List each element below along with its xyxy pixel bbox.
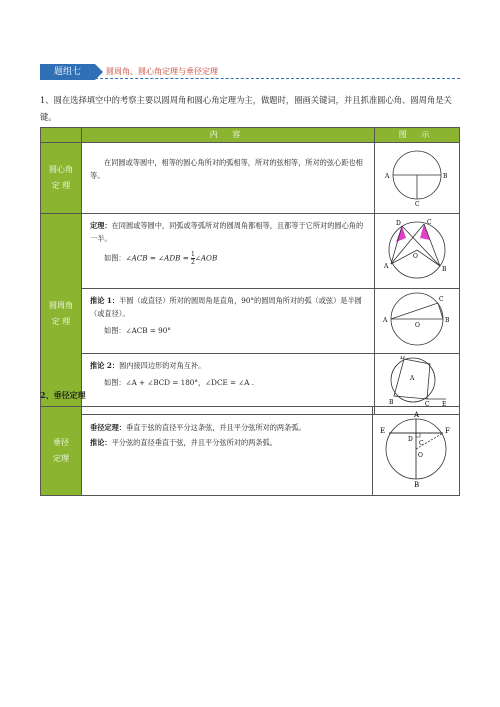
header-divider [95,78,460,79]
svg-text:C: C [415,201,420,207]
intro-paragraph: 1、圆在选择填空中的考察主要以圆周角和圆心角定理为主，做题时，圈画关键词，并且抓准圆心角、圆周角是关键。 [40,95,452,122]
svg-text:C: C [439,296,444,303]
svg-text:C: C [427,219,432,226]
section-header [40,64,460,80]
svg-text:C: C [419,440,424,447]
figure-inscribed-angle [375,214,460,289]
svg-text:E: E [380,427,386,435]
svg-text:E: E [442,401,447,408]
svg-text:D: D [408,436,413,443]
svg-text:B: B [389,399,394,406]
perpendicular-diameter-text: 垂径定理：垂直于弦的直径平分这条弦，并且平分弦所对的两条弧。 推论：平分弦的直径垂直于弦，并且平分弦所对的两条弧。 [82,407,373,496]
svg-text:A: A [414,411,420,419]
circle-angle-table [40,127,460,415]
row-label-central-angle: 圆心角 定 理 [41,143,82,214]
svg-text:O: O [418,452,423,459]
figure-central-angle [375,143,460,214]
perpendicular-diameter-table [40,406,460,496]
figure-semicircle-right-angle [375,289,460,354]
col-header-content: 内 容 [82,128,375,143]
section-title: 圆周角、圆心角定理与垂径定理 [106,67,218,76]
svg-text:O: O [415,322,420,329]
inscribed-inference-1: 推论 1：半圆（或直径）所对的圆周角是直角，90°的圆周角所对的弧（或弦）是半圆（或直径）。 如图：∠ACB = 90° [82,289,375,354]
svg-text:B: B [442,266,447,273]
row-label-inscribed-angle: 圆周角 定 理 [41,214,82,415]
figure-perpendicular-diameter [373,407,460,496]
svg-text:B: B [414,481,420,489]
svg-text:D: D [400,356,405,361]
svg-text:D: D [396,220,401,227]
svg-text:O: O [413,253,418,260]
svg-text:A: A [384,263,389,270]
svg-text:C: C [425,401,430,408]
section-2-title: 2、垂径定理 [40,390,86,400]
svg-text:A: A [385,173,390,180]
svg-text:F: F [445,427,450,435]
col-header-figure: 图 示 [375,128,460,143]
inscribed-inference-2: 推论 2：圆内接四边形的对角互补。 如图：∠A + ∠BCD = 180°，∠DCE = ∠A . [82,354,375,415]
central-angle-text: 在同圆或等圆中，相等的圆心角所对的弧相等，所对的弦相等，所对的弦心距也相等。 [82,143,375,214]
row-label-perpendicular-diameter: 垂径 定理 [41,407,82,496]
svg-text:A: A [383,317,388,324]
svg-text:A: A [410,375,415,382]
inscribed-theorem: 定理：在同圆或等圆中，同弧或等弧所对的圆周角都相等，且都等于它所对的圆心角的一半。 如图：∠ACB = ∠ADB = $\frac{1}{2}$ ∠AOB [82,214,375,289]
svg-text:B: B [443,173,448,180]
section-badge: 题组七 [40,64,95,80]
svg-text:B: B [445,317,450,324]
